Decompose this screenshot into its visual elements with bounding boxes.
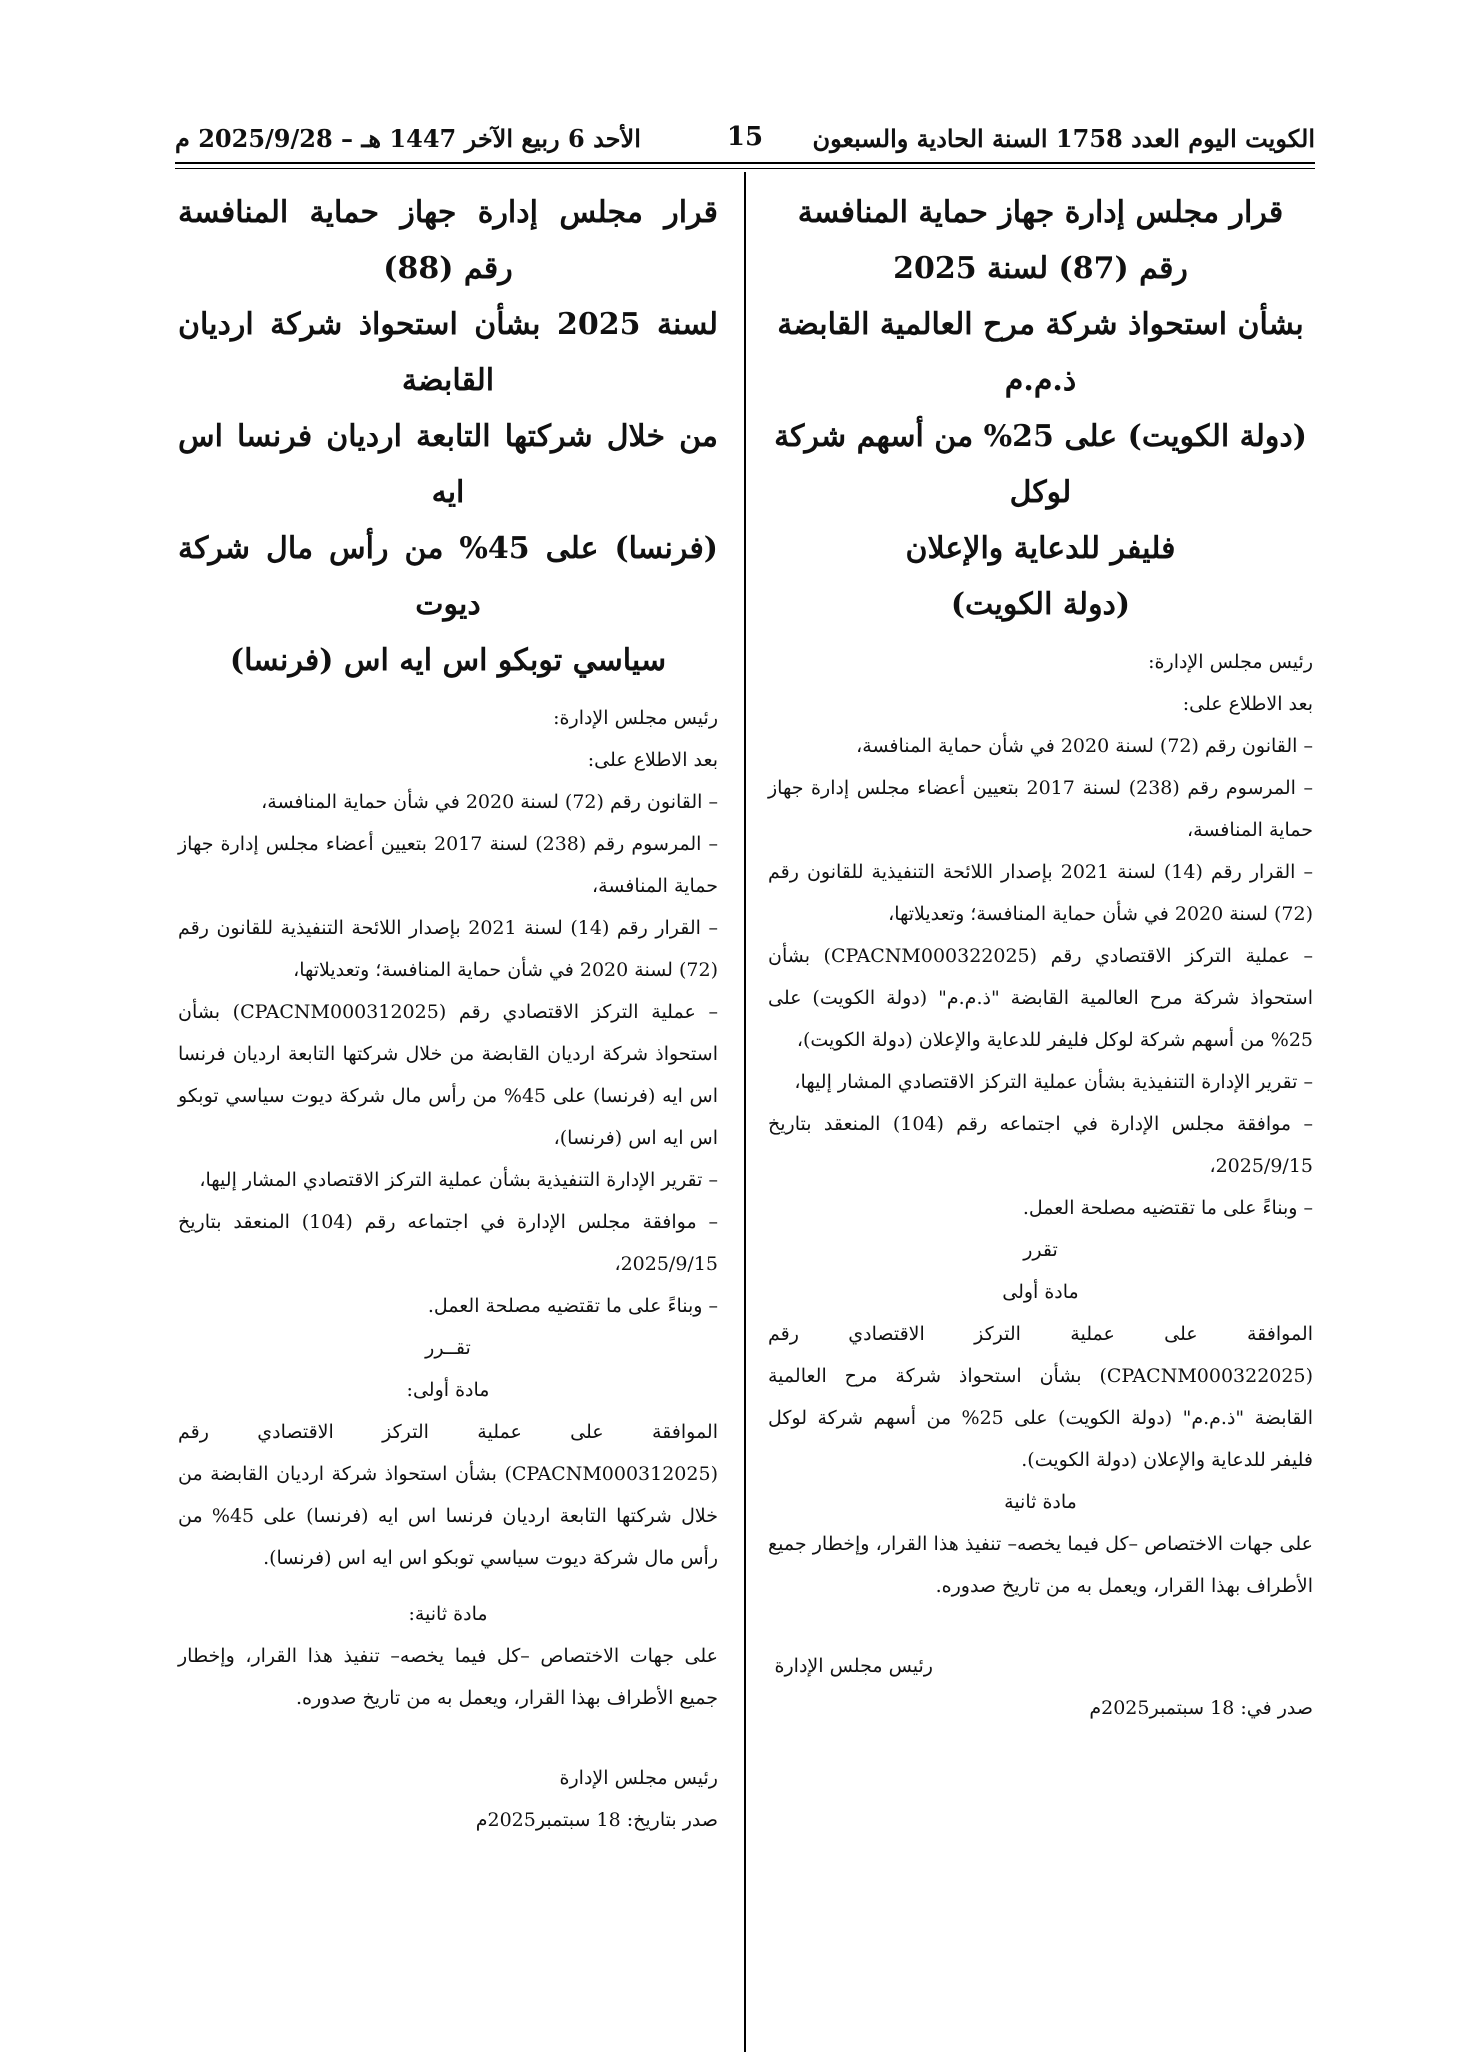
article-1-text: الموافقة على عملية التركز الاقتصادي رقم (CPACNM000322025) بشأن استحواذ شركة مرح العالمية القابضة "ذ.م.م" (دولة الكويت) على 25% من أسهم شركة لوكل فليفر للدعاية والإعلان (دولة الكويت).	[768, 1323, 1313, 1471]
article-2-heading: مادة ثانية:	[408, 1603, 488, 1625]
header-rule-thin	[175, 168, 1315, 169]
article-1-heading: مادة أولى:	[406, 1379, 490, 1401]
preamble-item: – القانون رقم (72) لسنة 2020 في شأن حماية المنافسة،	[261, 791, 718, 813]
preamble-item: – القرار رقم (14) لسنة 2021 بإصدار اللائحة التنفيذية للقانون رقم (72) لسنة 2020 في شأن حماية المنافسة؛ وتعديلاتها،	[768, 861, 1313, 925]
preamble-item: – عملية التركز الاقتصادي رقم (CPACNM000312025) بشأن استحواذ شركة اردیان القابضة من خلال شركتها التابعة اردیان فرنسا اس ایه (فرنسا) على 45% من رأس مال شركة دیوت سیاسي توبكو اس ایه اس (فرنسا)،	[178, 1001, 719, 1149]
preamble-item: – القانون رقم (72) لسنة 2020 في شأن حماية المنافسة،	[856, 735, 1313, 757]
header-issue-info: الكويت اليوم العدد 1758 السنة الحادية والسبعون	[812, 124, 1315, 153]
page-number: 15	[726, 122, 764, 152]
preamble-item: – تقرير الإدارة التنفيذية بشأن عملية التركز الاقتصادي المشار إليها،	[199, 1169, 718, 1191]
preamble-item: – موافقة مجلس الإدارة في اجتماعه رقم (104) المنعقد بتاريخ 2025/9/15،	[178, 1211, 718, 1275]
article-1-heading: مادة أولى	[1002, 1281, 1079, 1303]
decision-88-title: قرار مجلس إدارة جهاز حماية المنافسة رقم (88) لسنة 2025 بشأن استحواذ شركة اردیان القابضة من خلال شركتها التابعة اردیان فرنسا اس ایه (فرنسا) على 45% من رأس مال شركة دیوت سیاسي توبكو اس ایه اس (فرنسا)	[178, 195, 719, 678]
preamble-item: – تقرير الإدارة التنفيذية بشأن عملية التركز الاقتصادي المشار إليها،	[794, 1071, 1313, 1093]
after-review: بعد الاطلاع على:	[587, 749, 718, 771]
signature: رئيس مجلس الإدارة	[774, 1655, 933, 1677]
chairman-heading: رئيس مجلس الإدارة:	[553, 707, 718, 729]
header-date: الأحد 6 ربيع الآخر 1447 هـ – 2025/9/28 م	[175, 124, 641, 153]
decides-heading: تقرر	[1023, 1239, 1058, 1261]
article-2-heading: مادة ثانية	[1004, 1491, 1077, 1513]
after-review: بعد الاطلاع على:	[1182, 693, 1313, 715]
decision-88	[178, 185, 718, 1841]
decides-heading: تقــرر	[425, 1337, 471, 1359]
page-header	[175, 120, 1315, 160]
article-2-text: على جهات الاختصاص –كل فيما يخصه– تنفيذ هذا القرار، وإخطار جميع الأطراف بهذا القرار، ويعمل به من تاريخ صدوره.	[178, 1645, 718, 1709]
preamble-item: – وبناءً على ما تقتضيه مصلحة العمل.	[1022, 1197, 1313, 1219]
decision-87-title: قرار مجلس إدارة جهاز حماية المنافسة رقم (87) لسنة 2025 بشأن استحواذ شركة مرح العالمية القابضة ذ.م.م (دولة الكويت) على 25% من أسهم شركة لوكل فليفر للدعاية والإعلان (دولة الكويت)	[774, 195, 1307, 622]
chairman-heading: رئيس مجلس الإدارة:	[1148, 651, 1313, 673]
article-1-text: الموافقة على عملية التركز الاقتصادي رقم (CPACNM000312025) بشأن استحواذ شركة اردیان القابضة من خلال شركتها التابعة اردیان فرنسا اس ایه (فرنسا) على 45% من رأس مال شركة دیوت سیاسي توبكو اس ایه اس (فرنسا).	[178, 1421, 719, 1569]
article-2-text: على جهات الاختصاص –كل فيما يخصه– تنفيذ هذا القرار، وإخطار جميع الأطراف بهذا القرار، ويعمل به من تاريخ صدوره.	[768, 1533, 1313, 1597]
header-rule-thick	[175, 162, 1315, 164]
issued-date: صدر بتاريخ: 18 سبتمبر2025م	[475, 1809, 718, 1831]
preamble-item: – موافقة مجلس الإدارة في اجتماعه رقم (104) المنعقد بتاريخ 2025/9/15،	[768, 1113, 1313, 1177]
preamble-item: – وبناءً على ما تقتضيه مصلحة العمل.	[427, 1295, 718, 1317]
signature: رئيس مجلس الإدارة	[559, 1767, 718, 1789]
decision-87	[768, 185, 1313, 1729]
preamble-item: – عملية التركز الاقتصادي رقم (CPACNM000322025) بشأن استحواذ شركة مرح العالمية القابضة "ذ.م.م" (دولة الكويت) على 25% من أسهم شركة لوكل فليفر للدعاية والإعلان (دولة الكويت)،	[768, 945, 1314, 1051]
column-divider	[744, 172, 746, 2052]
preamble-item: – المرسوم رقم (238) لسنة 2017 بتعيين أعضاء مجلس إدارة جهاز حماية المنافسة،	[768, 777, 1314, 841]
preamble-item: – القرار رقم (14) لسنة 2021 بإصدار اللائحة التنفيذية للقانون رقم (72) لسنة 2020 في شأن حماية المنافسة؛ وتعديلاتها،	[178, 917, 718, 981]
preamble-item: – المرسوم رقم (238) لسنة 2017 بتعيين أعضاء مجلس إدارة جهاز حماية المنافسة،	[178, 833, 719, 897]
issued-date: صدر في: 18 سبتمبر2025م	[1089, 1697, 1313, 1719]
